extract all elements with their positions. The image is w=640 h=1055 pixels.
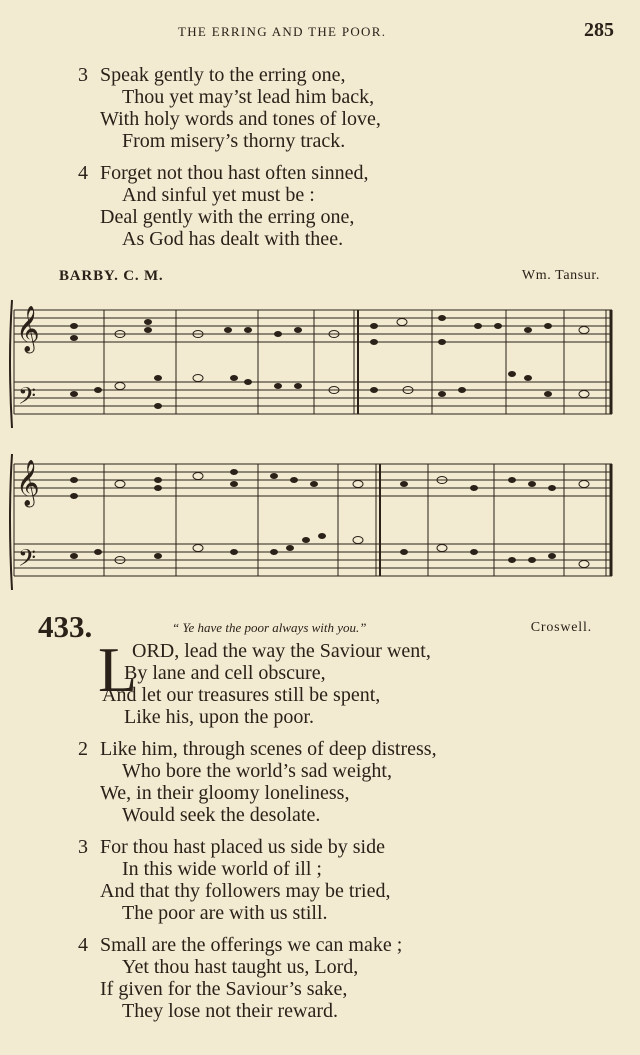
verse-line: Like him, through scenes of deep distress, — [100, 738, 437, 760]
verse-line: For thou hast placed us side by side — [100, 836, 385, 858]
verse-number: 3 — [78, 64, 88, 86]
prev-hymn-verse-4 — [78, 162, 369, 250]
verse-line: If given for the Saviour’s sake, — [100, 978, 348, 1000]
hymn-number: 433. — [38, 609, 93, 644]
prev-hymn-verse-3 — [78, 64, 381, 152]
verse-number: 3 — [78, 836, 88, 858]
verse-line: We, in their gloomy loneliness, — [100, 782, 350, 804]
hymn-verse-4 — [78, 934, 402, 1022]
svg-text:𝄞: 𝄞 — [16, 460, 40, 505]
hymn-author: Croswell. — [530, 620, 592, 635]
verse-line: And sinful yet must be : — [122, 184, 315, 206]
verse-line: Who bore the world’s sad weight, — [122, 760, 392, 782]
svg-text:𝄢: 𝄢 — [18, 546, 37, 577]
verse-line: Speak gently to the erring one, — [100, 64, 346, 86]
verse-line: In this wide world of ill ; — [122, 858, 322, 880]
hymn-verse-3 — [78, 836, 391, 924]
verse-line: ORD, lead the way the Saviour went, — [132, 640, 431, 662]
music-system-1 — [8, 290, 628, 440]
verse-line: Forget not thou hast often sinned, — [100, 162, 369, 184]
verse-line: Would seek the desolate. — [122, 804, 321, 826]
verse-number: 2 — [78, 738, 88, 760]
verse-line: And that thy followers may be tried, — [100, 880, 391, 902]
verse-line: The poor are with us still. — [122, 902, 328, 924]
hymn-epigraph: “ Ye have the poor always with you.” — [172, 620, 367, 635]
verse-number: 4 — [78, 162, 88, 184]
verse-line: By lane and cell obscure, — [124, 662, 326, 684]
verse-line: And let our treasures still be spent, — [102, 684, 381, 706]
running-title: THE ERRING AND THE POOR. — [178, 24, 387, 39]
verse-line: Yet thou hast taught us, Lord, — [122, 956, 359, 978]
verse-line: As God has dealt with thee. — [122, 228, 344, 250]
hymn-verse-1 — [80, 634, 431, 728]
music-system-2 — [8, 448, 628, 598]
verse-line: From misery’s thorny track. — [122, 130, 346, 152]
page-number: 285 — [584, 19, 614, 41]
verse-line: They lose not their reward. — [122, 1000, 339, 1022]
svg-text:𝄢: 𝄢 — [18, 384, 37, 415]
verse-number: 4 — [78, 934, 88, 956]
tune-name: BARBY. C. M. — [59, 268, 164, 284]
dropcap-letter: L — [98, 634, 138, 705]
verse-line: Like his, upon the poor. — [124, 706, 314, 728]
verse-line: With holy words and tones of love, — [100, 108, 381, 130]
music-notation-image — [8, 290, 628, 440]
verse-line: Thou yet may’st lead him back, — [122, 86, 375, 108]
music-notation-image — [8, 448, 628, 598]
verse-line: Small are the offerings we can make ; — [100, 934, 403, 956]
hymn-verse-2 — [78, 738, 437, 826]
svg-text:𝄞: 𝄞 — [16, 306, 40, 351]
verse-line: Deal gently with the erring one, — [100, 206, 355, 228]
tune-composer: Wm. Tansur. — [521, 268, 600, 283]
